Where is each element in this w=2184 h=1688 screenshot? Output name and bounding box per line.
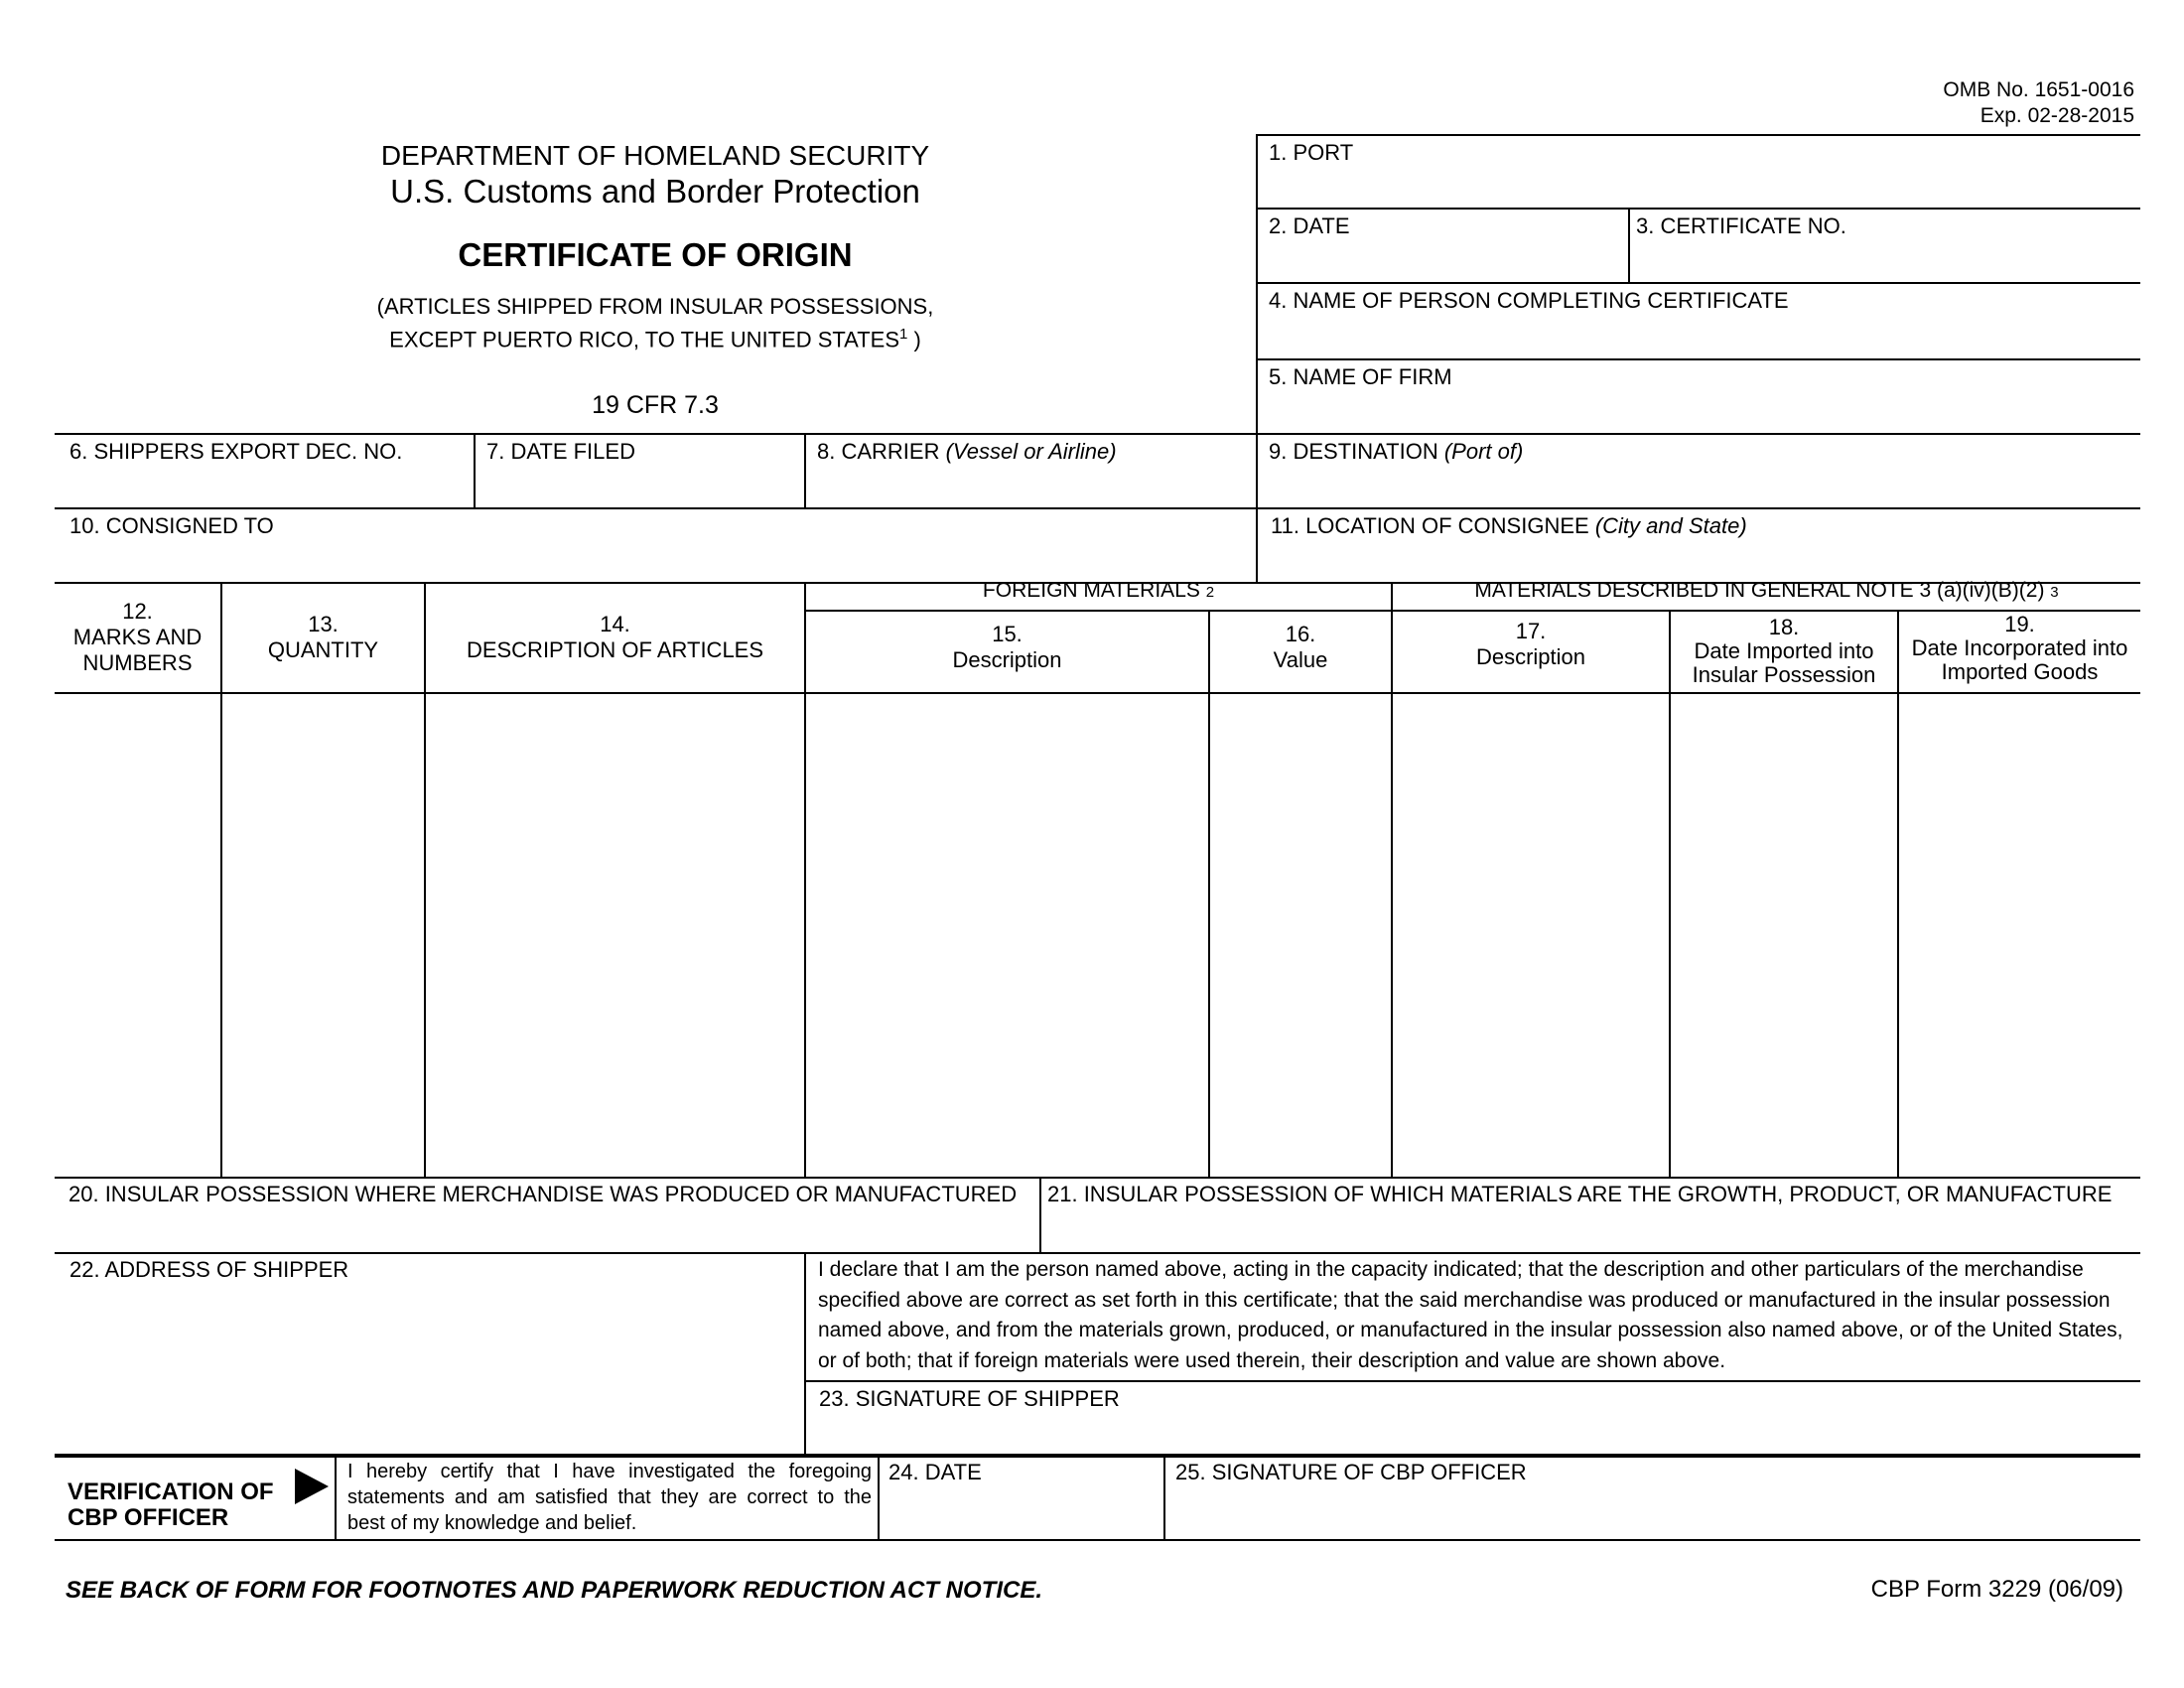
insular-possession-produced-label: 20. INSULAR POSSESSION WHERE MERCHANDISE WAS PRODUCED OR MANUFACTURED <box>68 1182 1018 1206</box>
port-field[interactable] <box>1258 136 2140 208</box>
agency-name: U.S. Customs and Border Protection <box>390 173 920 210</box>
officer-date-field[interactable] <box>880 1458 1163 1539</box>
consignee-location-label: 11. LOCATION OF CONSIGNEE (City and State) <box>1271 513 1747 538</box>
certificate-number-field[interactable] <box>1630 210 2140 282</box>
firm-name-label: 5. NAME OF FIRM <box>1269 364 1452 389</box>
shippers-export-dec-label: 6. SHIPPERS EXPORT DEC. NO. <box>69 439 403 464</box>
insular-possession-materials-field[interactable] <box>1041 1179 2140 1252</box>
destination-field[interactable] <box>1258 435 2140 507</box>
destination-label: 9. DESTINATION (Port of) <box>1269 439 1524 464</box>
verification-statement: I hereby certify that I have investigated the foregoing statements and am satisfied that they are correct to the best of my knowledge and belief. <box>347 1461 872 1534</box>
date-filed-field[interactable] <box>476 435 804 507</box>
column-header-foreign-value: 16. Value <box>1273 622 1328 672</box>
date-incorporated-cell[interactable] <box>1899 694 2140 1177</box>
consignee-location-field[interactable] <box>1258 509 2140 582</box>
shipper-signature-field[interactable] <box>806 1382 2140 1454</box>
carrier-label: 8. CARRIER (Vessel or Airline) <box>817 439 1117 464</box>
column-header-foreign-description: 15. Description <box>952 622 1062 672</box>
declaration-text: I declare that I am the person named above, acting in the capacity indicated; that the description and other particulars of the merchandise specified above are correct as set forth in this certificate; that the said merchandise was produced or manufactured in the insular possession named above, and from the materials grown, produced, or manufactured in the insular possession also named above, or of the United States, or of both; that if foreign materials were used therein, their description and value are shown above. <box>818 1258 2123 1372</box>
form-number: CBP Form 3229 (06/09) <box>1870 1576 2123 1603</box>
footer-notice: SEE BACK OF FORM FOR FOOTNOTES AND PAPERWORK REDUCTION ACT NOTICE. <box>66 1577 1042 1604</box>
officer-signature-field[interactable] <box>1165 1458 2140 1539</box>
department-name: DEPARTMENT OF HOMELAND SECURITY <box>380 140 930 171</box>
verification-label: VERIFICATION OF CBP OFFICER <box>68 1478 274 1531</box>
officer-signature-label: 25. SIGNATURE OF CBP OFFICER <box>1175 1460 1527 1484</box>
carrier-field[interactable] <box>806 435 1256 507</box>
consigned-to-field[interactable] <box>55 509 1256 582</box>
consigned-to-label: 10. CONSIGNED TO <box>69 513 274 538</box>
date-imported-cell[interactable] <box>1671 694 1897 1177</box>
footnote-marker-1: 1 <box>899 326 908 343</box>
firm-name-field[interactable] <box>1258 360 2140 433</box>
column-header-quantity: 13. QUANTITY <box>267 612 379 662</box>
certificate-number-label: 3. CERTIFICATE NO. <box>1636 213 1846 238</box>
quantity-cell[interactable] <box>222 694 424 1177</box>
person-name-label: 4. NAME OF PERSON COMPLETING CERTIFICATE <box>1269 288 1789 313</box>
column-header-date-incorporated: 19. Date Incorporated into Imported Goods <box>1911 612 2128 684</box>
general-note-materials-heading: MATERIALS DESCRIBED IN GENERAL NOTE 3 (a)(iv)(B)(2) 3 <box>1474 579 2059 602</box>
page-title: CERTIFICATE OF ORIGIN <box>458 236 853 273</box>
officer-date-label: 24. DATE <box>888 1460 982 1484</box>
shippers-export-dec-field[interactable] <box>55 435 474 507</box>
subtitle-line-1: (ARTICLES SHIPPED FROM INSULAR POSSESSIONS, <box>376 294 934 319</box>
insular-possession-materials-label: 21. INSULAR POSSESSION OF WHICH MATERIALS ARE THE GROWTH, PRODUCT, OR MANUFACTURE <box>1047 1182 2113 1206</box>
date-label: 2. DATE <box>1269 213 1350 238</box>
person-name-field[interactable] <box>1258 284 2140 358</box>
arrow-right-icon <box>293 1467 331 1506</box>
divider <box>55 1539 2140 1541</box>
shipper-address-field[interactable] <box>55 1254 804 1454</box>
column-header-description-articles: 14. DESCRIPTION OF ARTICLES <box>466 612 764 662</box>
subtitle-line-2: EXCEPT PUERTO RICO, TO THE UNITED STATES$^1$ ) <box>389 326 921 352</box>
description-articles-cell[interactable] <box>426 694 804 1177</box>
port-label: 1. PORT <box>1269 140 1354 165</box>
shipper-signature-label: 23. SIGNATURE OF SHIPPER <box>819 1386 1120 1411</box>
cfr-reference: 19 CFR 7.3 <box>592 391 719 419</box>
foreign-value-cell[interactable] <box>1210 694 1391 1177</box>
divider <box>335 1456 337 1539</box>
omb-expiration: Exp. 02-28-2015 <box>1979 104 2134 127</box>
shipper-address-label: 22. ADDRESS OF SHIPPER <box>69 1257 349 1282</box>
divider <box>804 610 2140 612</box>
general-description-cell[interactable] <box>1393 694 1669 1177</box>
foreign-materials-heading: FOREIGN MATERIALS 2 <box>982 579 1215 602</box>
column-header-general-description: 17. Description <box>1475 619 1586 669</box>
column-header-marks: 12. MARKS AND NUMBERS <box>72 599 203 675</box>
column-header-date-imported: 18. Date Imported into Insular Possession <box>1692 615 1876 687</box>
date-filed-label: 7. DATE FILED <box>486 439 635 464</box>
omb-number: OMB No. 1651-0016 <box>1943 78 2134 101</box>
date-field[interactable] <box>1258 210 1628 282</box>
marks-numbers-cell[interactable] <box>55 694 220 1177</box>
insular-possession-produced-field[interactable] <box>55 1179 1039 1252</box>
foreign-description-cell[interactable] <box>806 694 1208 1177</box>
